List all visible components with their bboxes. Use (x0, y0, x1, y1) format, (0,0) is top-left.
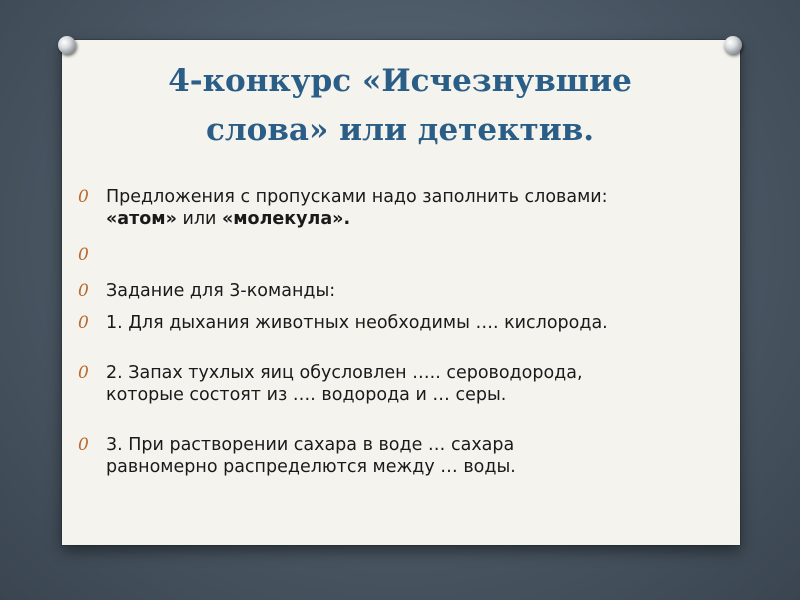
bullet-text: Задание для 3-команды: (106, 281, 336, 301)
bullet-text (106, 244, 728, 266)
connector-text: или (176, 209, 222, 229)
bullet-text: Предложения с пропусками надо заполнить словами: (106, 187, 608, 207)
bullet-marker: 0 (78, 245, 89, 265)
bullet-marker: 0 (78, 313, 89, 333)
bullet-marker: 0 (78, 281, 89, 301)
bullet-marker: 0 (78, 435, 89, 455)
bullet-text: 2. Запах тухлых яиц обусловлен ….. сероводорода, (106, 363, 583, 383)
bullet-text: которые состоят из …. водорода и … серы. (106, 385, 507, 405)
bullet-text (106, 208, 728, 230)
bullet-task-1 (78, 312, 728, 334)
bullet-instruction (78, 186, 728, 230)
bullet-text: 3. При растворении сахара в воде … сахара (106, 435, 515, 455)
title-line: 4-конкурс «Исчезнувшие (168, 63, 632, 99)
bullet-task-2 (78, 362, 728, 406)
bullet-task-header (78, 280, 728, 302)
bullet-empty (78, 244, 728, 266)
bullet-text: равномерно распределются между … воды. (106, 457, 516, 477)
pushpin-icon (58, 36, 76, 54)
slide-title (0, 57, 800, 155)
bullet-marker: 0 (78, 363, 89, 383)
bullet-marker: 0 (78, 187, 89, 207)
title-line: слова» или детектив. (205, 112, 595, 148)
word-atom: «атом» (106, 209, 177, 229)
pushpin-icon (724, 36, 742, 54)
bullet-list (78, 186, 728, 478)
bullet-text: 1. Для дыхания животных необходимы …. кислорода. (106, 313, 608, 333)
bullet-task-3 (78, 434, 728, 478)
word-molecule: «молекула». (221, 209, 351, 229)
